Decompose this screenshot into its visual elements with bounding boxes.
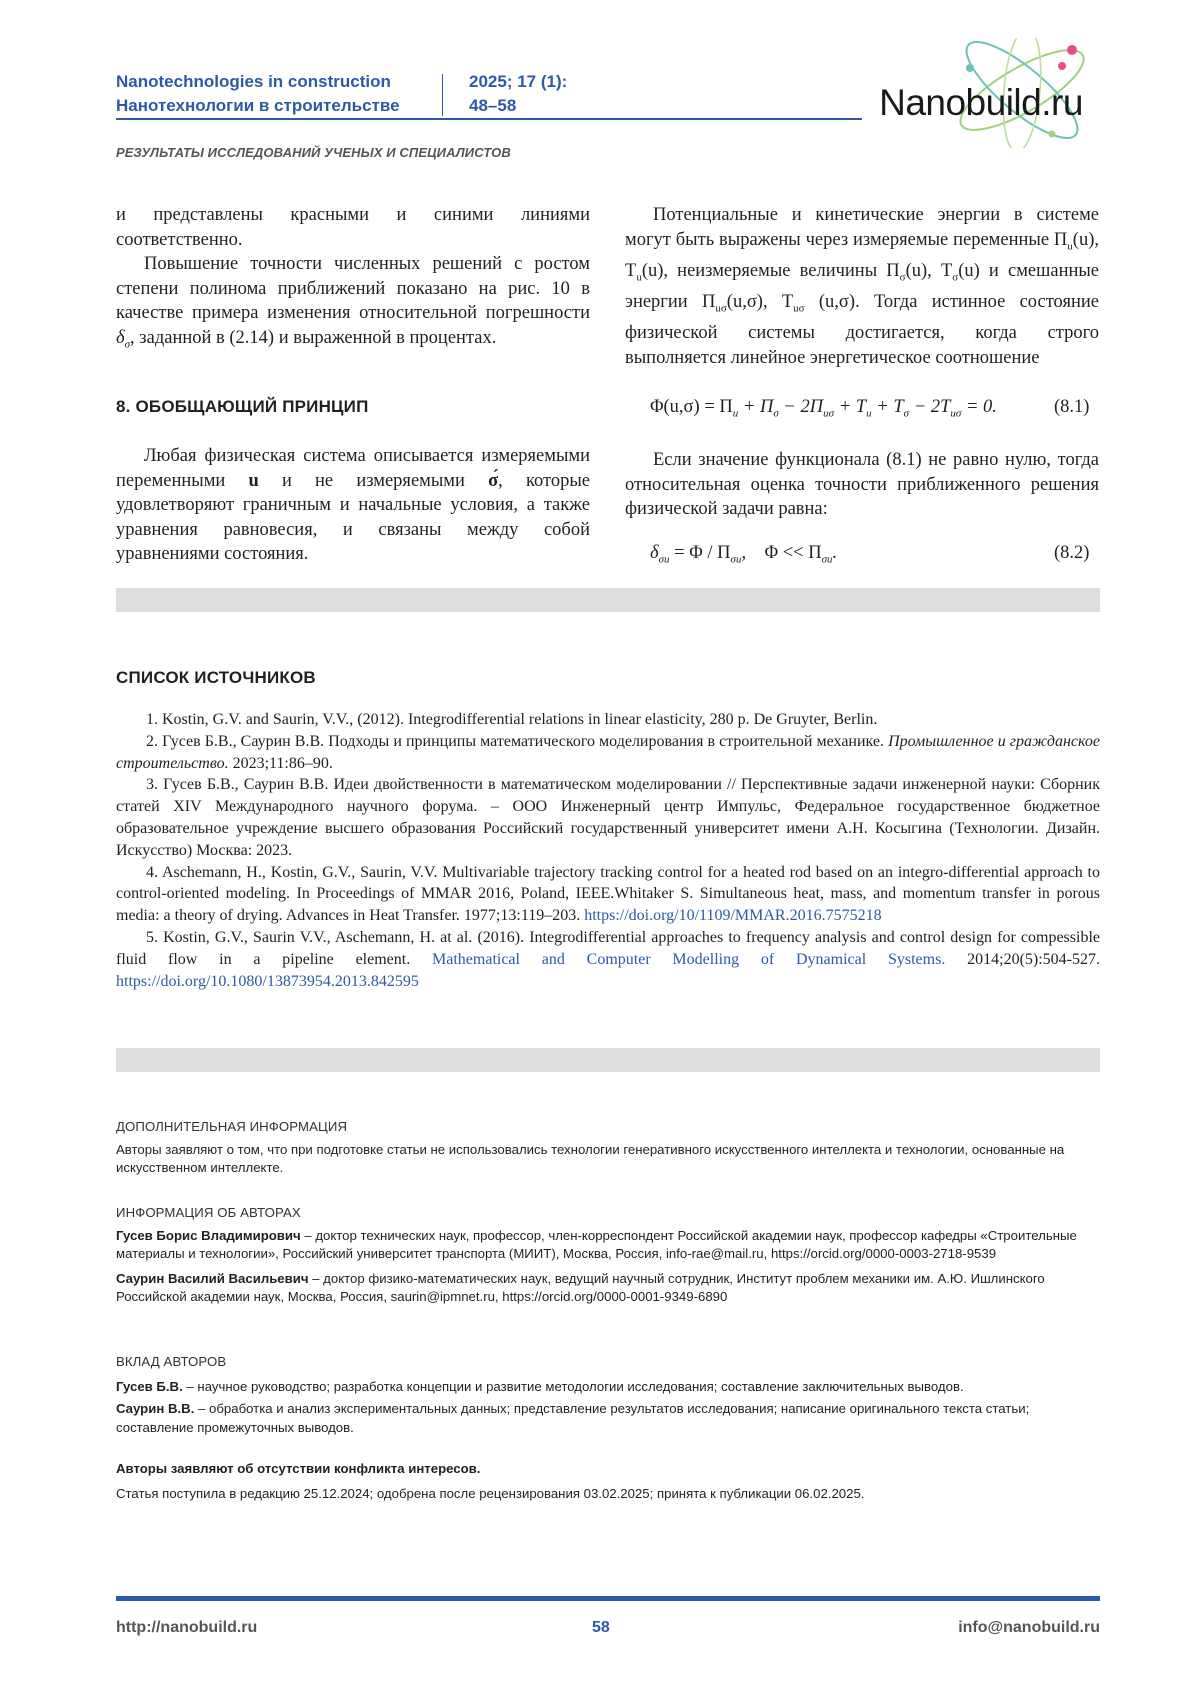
additional-info — [116, 1118, 1100, 1178]
left-column-bottom — [116, 444, 590, 567]
right-column-top — [625, 203, 1099, 370]
footer-rule — [116, 1596, 1100, 1601]
journal-title-ru: Нанотехнологии в строительстве — [116, 96, 400, 115]
equation-number-8-2: (8.2) — [1054, 543, 1090, 563]
reference-4-doi-link[interactable]: https://doi.org/10/1109/MMAR.2016.7575218 — [584, 907, 882, 925]
reference-3: 3. Гусев Б.В., Саурин В.В. Идеи двойственности в математическом моделировании // Перспективные задачи инженерной науки: Сборник статей XIV Международного научного форума. – ООО Инженерный центр Импульс, Федеральное государственное бюджетное образовательное учреждение высшего образования Российский государственный университет имени А.Н. Косыгина (Технологии. Дизайн. Искусство) Москва: 2023. — [116, 776, 1100, 859]
footer-url-link[interactable]: http://nanobuild.ru — [116, 1619, 258, 1636]
equation-number-8-1: (8.1) — [1054, 397, 1090, 417]
conflict-statement: Авторы заявляют об отсутствии конфликта интересов. — [116, 1461, 481, 1476]
right-paragraph-1: Потенциальные и кинетические энергии в системе могут быть выражены через измеряемые переменные $\Pi_u(u)$, $T_u(u)$, неизмеряемые величины $\Pi_\sigma(u)$, $T_\sigma(u)$ и смешанные энергии $\Pi_{u\sigma}(u,\sigma)$, $T_{u\sigma}$ (u,σ). Тогда истинное состояние физической системы достигается, когда строго выполняется линейное энергетическое соотношение — [625, 205, 1100, 368]
author-1: Гусев Борис Владимирович – доктор технических наук, профессор, член-корреспондент Российской академии наук, профессор кафедры «Строительные материалы и технологии», Российский университет транспорта (МИИТ), Москва, Россия, info-rae@mail.ru, https://orcid.org/0000-0003-2718-9539 — [116, 1227, 1077, 1261]
issue-number: 2025; 17 (1): — [469, 72, 568, 91]
page-number: 58 — [592, 1619, 610, 1636]
equation-8-2: $\delta_{\sigma u} = \Phi / \Pi_{\sigma u}$, $\Phi << \Pi_{\sigma u}$. — [650, 543, 838, 566]
journal-title — [116, 70, 400, 118]
equation-8-1: $\Phi(u,\sigma) = \Pi_u + \Pi_\sigma - 2\Pi_{u\sigma} + T_u + T_\sigma - 2T_{u\sigma} = 0$. — [650, 397, 997, 420]
left-column-top — [116, 203, 590, 357]
header-rule — [116, 118, 862, 120]
authors-info — [116, 1204, 1100, 1307]
journal-title-en: Nanotechnologies in construction — [116, 72, 391, 91]
section-label: РЕЗУЛЬТАТЫ ИССЛЕДОВАНИЙ УЧЕНЫХ И СПЕЦИАЛИСТОВ — [116, 145, 511, 160]
author-2: Саурин Василий Васильевич – доктор физико-математических наук, ведущий научный сотрудник, Институт проблем механики им. А.Ю. Ишлинского Российской академии наук, Москва, Россия, saurin@ipmnet.ru, https://orcid.org/0000-0001-9349-6890 — [116, 1270, 1045, 1304]
section-heading-8: 8. ОБОБЩАЮЩИЙ ПРИНЦИП — [116, 397, 369, 416]
contribution-2: Саурин В.В. – обработка и анализ экспериментальных данных; представление результатов исследования; написание оригинального текста статьи; составление промежуточных выводов. — [116, 1401, 1030, 1435]
divider-band-1 — [116, 588, 1100, 612]
reference-4: 4. Aschemann, H., Kostin, G.V., Saurin, V.V. Multivariable trajectory tracking control for a heated rod based on an integro-differential approach to control-oriented modeling. In Proceedings of MMAR 2016, Poland, IEEE.Whitaker S. Simultaneous heat, mass, and momentum transfer in porous media: a theory of drying. Advances in Heat Transfer. 1977;13:119–203. https://doi.org/10/1109/MMAR.2016.7575218 — [116, 863, 1100, 925]
footer-email-link[interactable]: info@nanobuild.ru — [958, 1619, 1100, 1636]
contributions-caption: ВКЛАД АВТОРОВ — [116, 1354, 227, 1369]
header-separator — [442, 74, 443, 116]
issue-info — [469, 70, 567, 118]
issue-pages: 48–58 — [469, 96, 517, 115]
right-paragraph-2: Если значение функционала (8.1) не равно нулю, тогда относительная оценка точности приближенного решения физической задачи равна: — [625, 450, 1099, 519]
left-paragraph-1: и представлены красными и синими линиями соответственно. — [116, 205, 590, 250]
additional-info-caption: ДОПОЛНИТЕЛЬНАЯ ИНФОРМАЦИЯ — [116, 1119, 348, 1134]
reference-5-journal-link[interactable]: Mathematical and Computer Modelling of Dynamical Systems. — [432, 950, 946, 968]
authors-info-caption: ИНФОРМАЦИЯ ОБ АВТОРАХ — [116, 1205, 301, 1220]
right-column-bottom — [625, 448, 1099, 522]
left-paragraph-3: Любая физическая система описывается измеряемыми переменными u и не измеряемыми σ́, которые удовлетворяют граничным и начальные условия, а также уравнения равновесия, и связаны между собой уравнениями состояния. — [116, 446, 590, 564]
divider-band-2 — [116, 1048, 1100, 1072]
reference-5-doi-link[interactable]: https://doi.org/10.1080/13873954.2013.842595 — [116, 972, 419, 990]
left-paragraph-2: Повышение точности численных решений с ростом степени полинома приближений показано на рис. 10 в качестве примера изменения относительной погрешности $\delta_\sigma$, заданной в (2.14) и выраженной в процентах. — [116, 254, 590, 351]
author-contributions — [116, 1353, 1100, 1437]
conflict-and-dates — [116, 1460, 1100, 1503]
references-list — [116, 709, 1100, 992]
additional-info-text: Авторы заявляют о том, что при подготовке статьи не использовались технологии генеративного искусственного интеллекта и технологии, основанные на искусственном интеллекте. — [116, 1141, 1065, 1175]
reference-5: 5. Kostin, G.V., Saurin V.V., Aschemann, H. at al. (2016). Integrodifferential approaches to frequency analysis and control design for compessible fluid flow in a pipeline element. Mathematical and Computer Modelling of Dynamical Systems. 2014;20(5):504-527. https://doi.org/10.1080/13873954.2013.842595 — [116, 928, 1101, 990]
reference-1: 1. Kostin, G.V. and Saurin, V.V., (2012). Integrodifferential relations in linear elasticity, 280 p. De Gruyter, Berlin. — [146, 711, 878, 728]
nanobuild-logo — [862, 38, 1100, 148]
logo-text: Nanobuild.ru — [879, 82, 1083, 123]
references-title: СПИСОК ИСТОЧНИКОВ — [116, 668, 316, 687]
article-dates: Статья поступила в редакцию 25.12.2024; одобрена после рецензирования 03.02.2025; принята к публикации 06.02.2025. — [116, 1485, 865, 1501]
reference-2: 2. Гусев Б.В., Саурин В.В. Подходы и принципы математического моделирования в строительной механике. Промышленное и гражданское строительство. 2023;11:86–90. — [116, 732, 1100, 772]
contribution-1: Гусев Б.В. – научное руководство; разработка концепции и развитие методологии исследования; составление заключительных выводов. — [116, 1378, 964, 1394]
